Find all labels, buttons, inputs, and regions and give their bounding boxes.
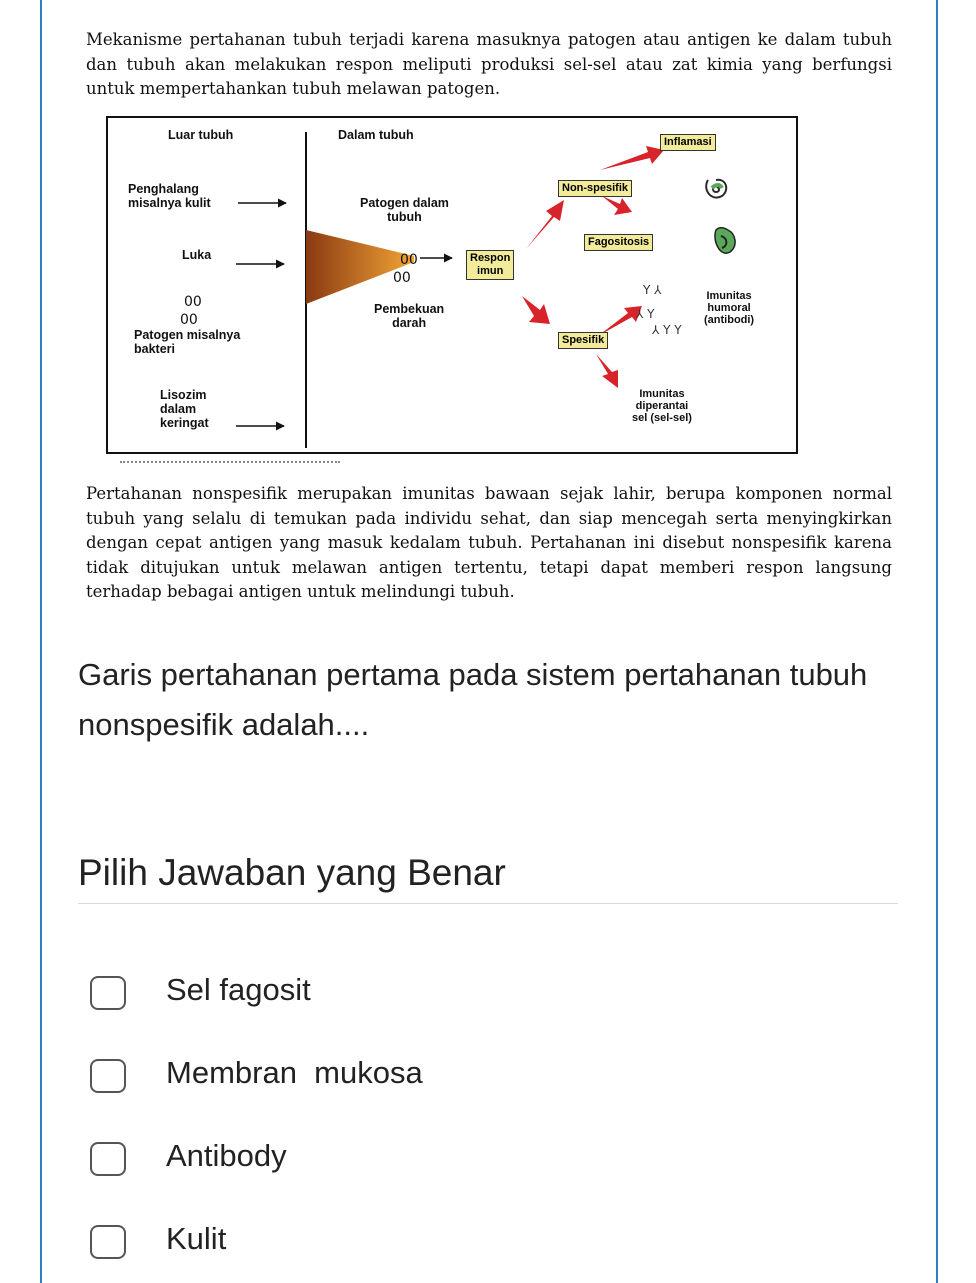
label-patogen-dalam-tubuh: Patogen dalam tubuh: [360, 196, 449, 224]
label-spesifik: Spesifik: [558, 332, 608, 349]
pathogen-cone: [306, 230, 414, 304]
answer-option-2[interactable]: [90, 1053, 790, 1099]
label-imunitas-humoral: Imunitas humoral (antibodi): [704, 290, 755, 326]
diagram-separator: [120, 461, 340, 463]
immune-defense-diagram: [106, 116, 798, 454]
label-fagositosis: Fagositosis: [584, 234, 653, 251]
pathogen-symbols-inner-2: 00: [393, 270, 411, 286]
answer-option-label: Membran mukosa: [166, 1055, 423, 1090]
arrow-to-inflamasi: [600, 146, 664, 170]
arrow-to-fagositosis: [602, 196, 632, 215]
intro-text: Mekanisme pertahanan tubuh terjadi karena masuknya patogen atau antigen ke dalam tubuh dan tubuh akan melakukan respon meliputi produksi sel-sel atau zat kimia yang berfungsi untuk mempertahankan tubuh melawan patogen.: [86, 30, 892, 98]
explanation-paragraph: Pertahanan nonspesifik merupakan imunitas bawaan sejak lahir, berupa komponen normal tubuh yang selalu di temukan pada individu sehat, dan siap mencegah serta menyingkirkan dengan cepat antigen yang masuk kedalam tubuh. Pertahanan ini disebut nonspesifik karena tidak ditujukan untuk melawan antigen tertentu, tetapi dapat memberi respon langsung terhadap bebagai antigen untuk melindungi tubuh.: [86, 484, 892, 601]
arrow-to-nonspesifik: [526, 200, 564, 249]
pathogen-symbols-outer-2: 00: [180, 312, 198, 328]
phagocyte-shape-1: [706, 180, 726, 198]
label-imunitas-seluler: Imunitas diperantai sel (sel-sel): [632, 388, 692, 424]
diagram-graphics: [108, 118, 796, 452]
pathogen-symbols-inner: 00: [400, 252, 418, 268]
answer-option-1[interactable]: [90, 970, 790, 1016]
heading-divider: [78, 903, 898, 904]
label-penghalang: Penghalang misalnya kulit: [128, 182, 211, 210]
label-luar-tubuh: Luar tubuh: [168, 128, 234, 142]
page-right-border: [936, 0, 938, 1283]
pathogen-symbols-outer: 00: [184, 294, 202, 310]
phagocyte-shape-2: [715, 228, 735, 254]
label-inflamasi: Inflamasi: [660, 134, 716, 151]
antibody-glyph-2: ⅄ Y: [636, 307, 655, 321]
antibody-glyph-3: ⅄ Y Y: [652, 323, 682, 337]
label-patogen-bakteri: Patogen misalnya bakteri: [134, 328, 241, 356]
radio-button[interactable]: [90, 976, 126, 1010]
radio-button[interactable]: [90, 1225, 126, 1259]
radio-button[interactable]: [90, 1059, 126, 1093]
page-left-border: [40, 0, 42, 1283]
answer-option-label: Kulit: [166, 1221, 227, 1256]
antibody-glyph-1: Y ⅄: [643, 283, 662, 297]
label-pembekuan-darah: Pembekuan darah: [374, 302, 445, 330]
arrow-to-seluler: [596, 354, 618, 388]
radio-button[interactable]: [90, 1142, 126, 1176]
arrow-to-spesifik: [522, 296, 550, 324]
answer-option-label: Sel fagosit: [166, 972, 311, 1007]
label-respon-imun: Respon imun: [466, 250, 514, 280]
question-text: Garis pertahanan pertama pada sistem pertahanan tubuh nonspesifik adalah....: [78, 657, 868, 742]
label-non-spesifik: Non-spesifik: [558, 180, 632, 197]
answer-option-4[interactable]: [90, 1219, 790, 1265]
answer-option-label: Antibody: [166, 1138, 287, 1173]
answer-option-3[interactable]: [90, 1136, 790, 1182]
label-luka: Luka: [182, 248, 212, 262]
label-dalam-tubuh: Dalam tubuh: [338, 128, 414, 142]
label-lisozim: Lisozim dalam keringat: [160, 388, 209, 430]
choose-answer-heading: Pilih Jawaban yang Benar: [78, 852, 506, 893]
